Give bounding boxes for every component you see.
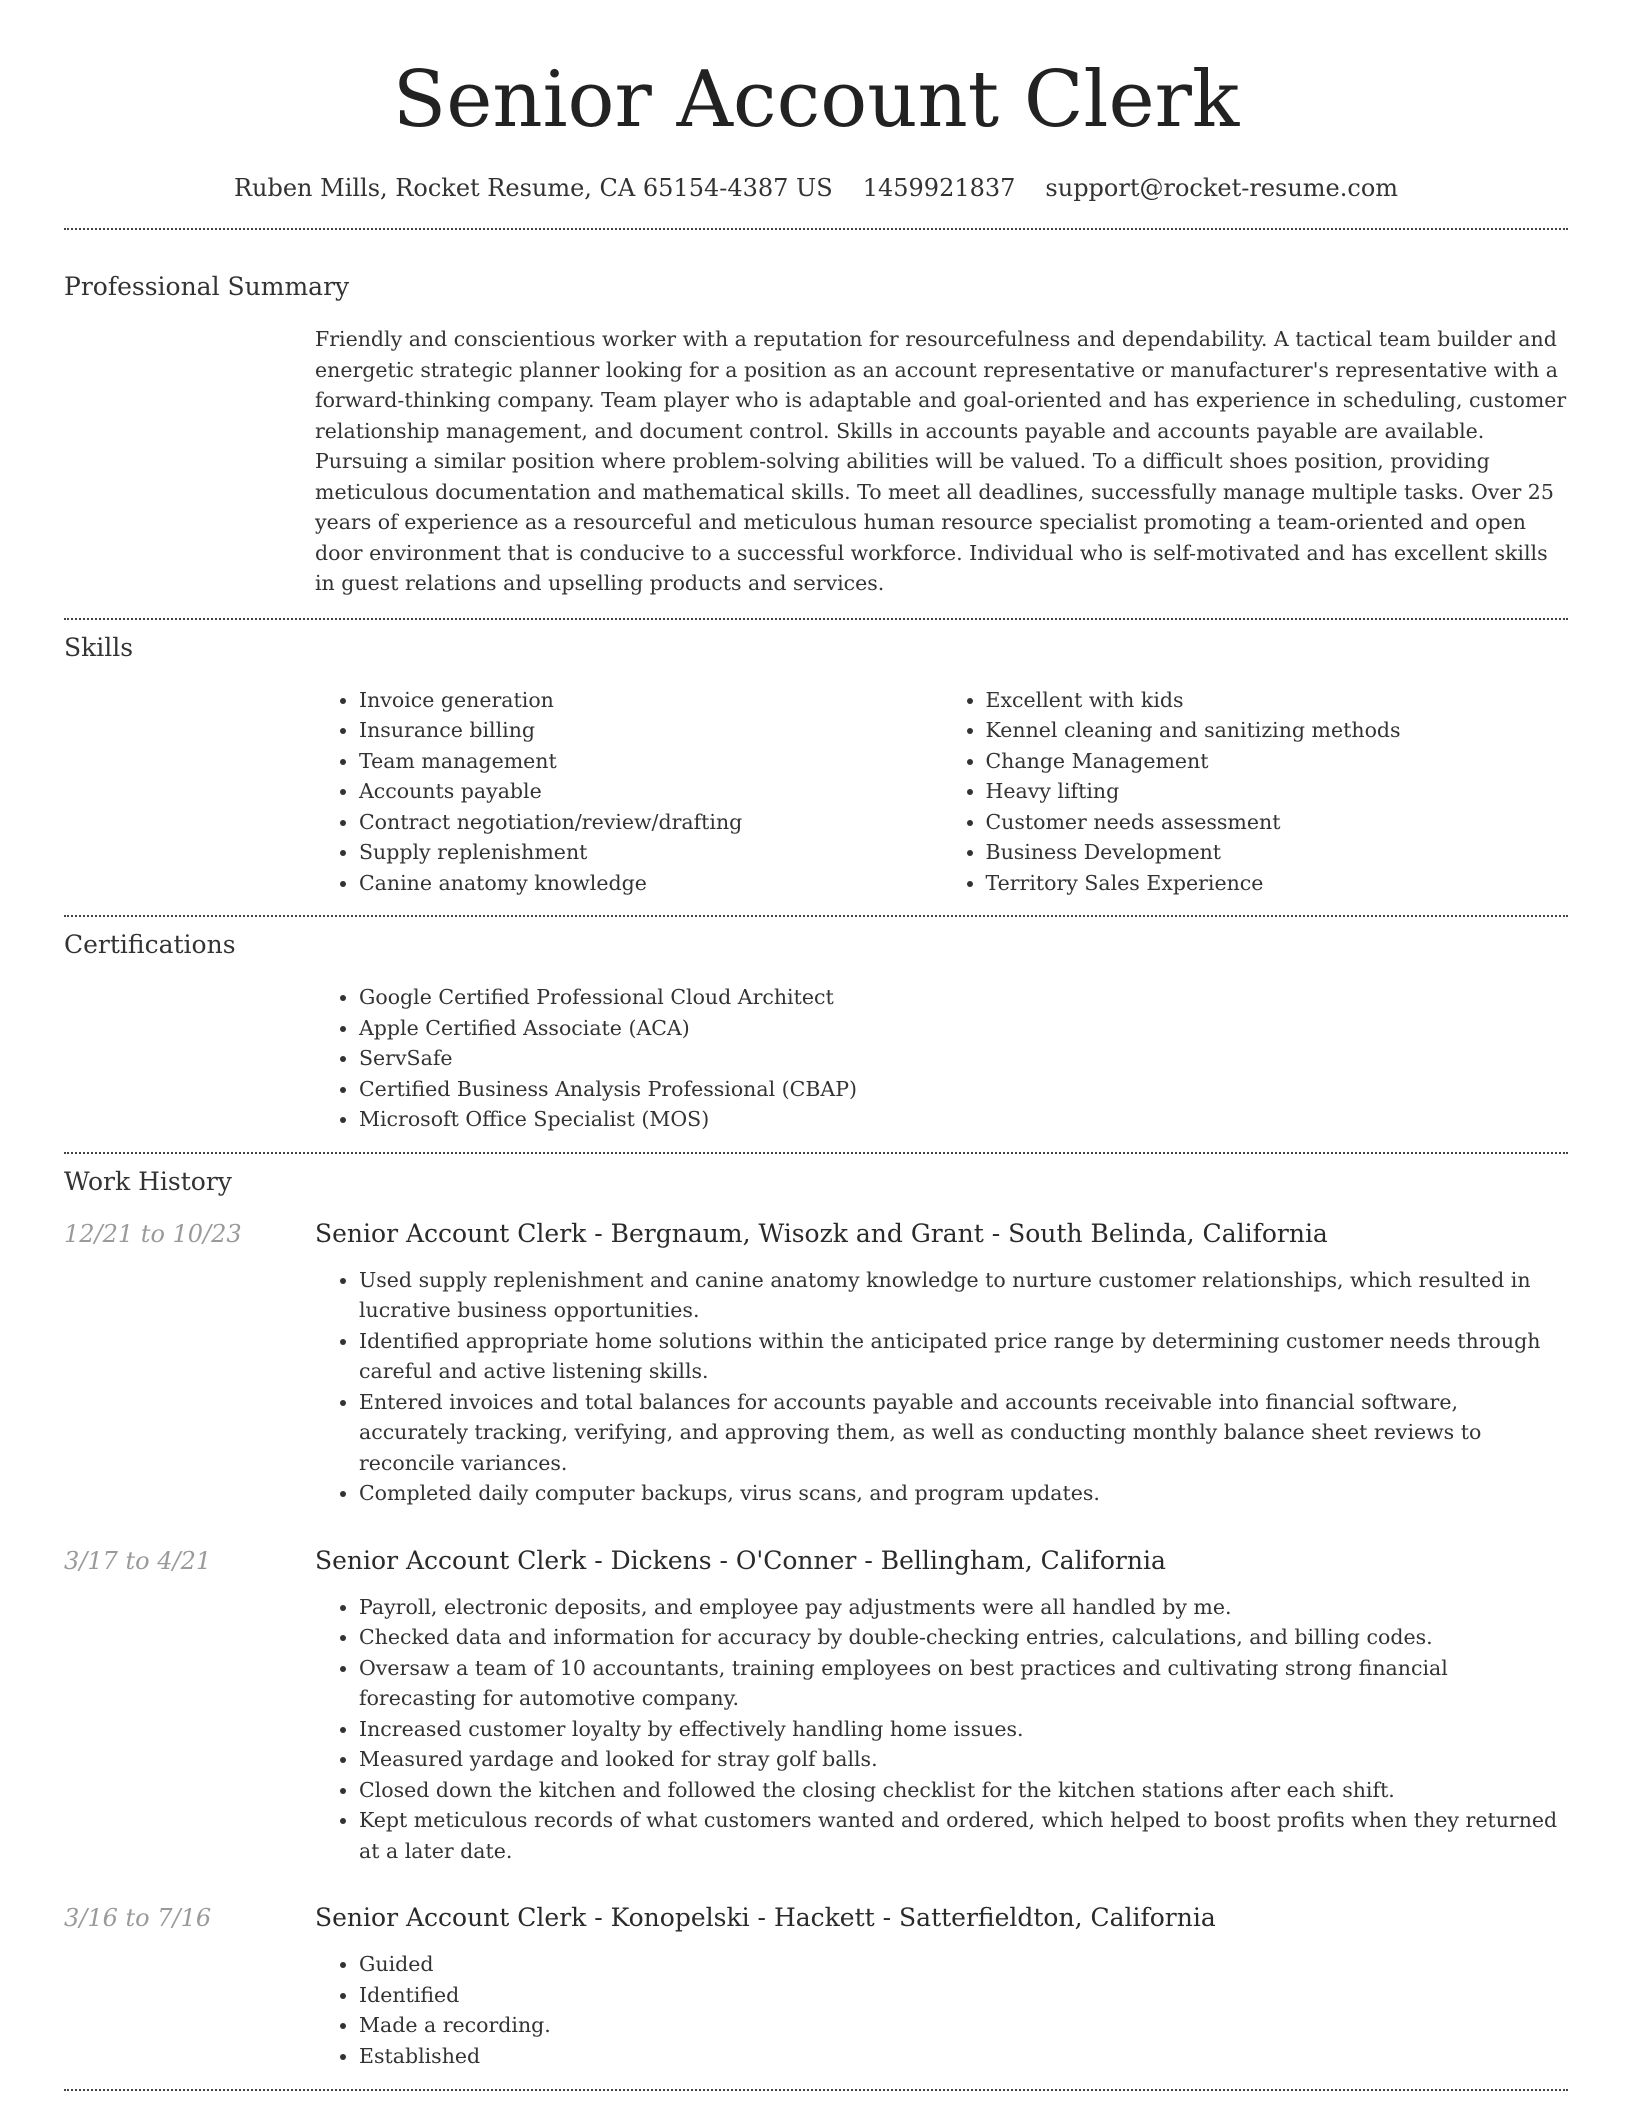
job-duty-item: • Kept meticulous records of what customers wanted and ordered, which helped to boost profits when they returned at a later date. bbox=[359, 1805, 1568, 1866]
job-title: Senior Account Clerk - Dickens - O'Conner - Bellingham, California bbox=[315, 1545, 1166, 1575]
job-duties bbox=[315, 1592, 1568, 1867]
job-duty-item: • Established bbox=[359, 2041, 1568, 2072]
skill-item: • Customer needs assessment bbox=[986, 807, 1569, 838]
certifications-heading: Certifications bbox=[64, 930, 236, 959]
section-divider bbox=[64, 1152, 1568, 1154]
work-history-section bbox=[64, 1165, 1568, 2072]
contact-address: Ruben Mills, Rocket Resume, CA 65154-4387 US bbox=[233, 174, 833, 202]
skill-item: • Contract negotiation/review/drafting bbox=[359, 807, 942, 838]
job-duty-item: • Entered invoices and total balances for accounts payable and accounts receivable into financial software, accurately tracking, verifying, and approving them, as well as conducting monthly balance sheet reviews to reconcile variances. bbox=[359, 1387, 1568, 1479]
certification-item: • ServSafe bbox=[359, 1043, 1568, 1074]
job-entry bbox=[64, 1901, 1568, 2071]
job-entry bbox=[64, 1544, 1568, 1867]
skill-item: • Team management bbox=[359, 746, 942, 777]
skills-columns bbox=[315, 685, 1568, 899]
job-duty-item: • Identified bbox=[359, 1980, 1568, 2011]
skill-item: • Change Management bbox=[986, 746, 1569, 777]
skill-item: • Business Development bbox=[986, 837, 1569, 868]
job-duty-item: • Measured yardage and looked for stray golf balls. bbox=[359, 1744, 1568, 1775]
section-divider bbox=[64, 2089, 1568, 2091]
section-divider bbox=[64, 228, 1568, 230]
job-entry bbox=[64, 1217, 1568, 1509]
certification-item: • Certified Business Analysis Professional (CBAP) bbox=[359, 1074, 1568, 1105]
summary-section bbox=[64, 270, 1568, 599]
contact-phone: 1459921837 bbox=[862, 174, 1016, 202]
job-duty-item: • Completed daily computer backups, virus scans, and program updates. bbox=[359, 1478, 1568, 1509]
candidate-title: Senior Account Clerk bbox=[392, 55, 1240, 145]
skill-item: • Territory Sales Experience bbox=[986, 868, 1569, 899]
job-dates: 3/16 to 7/16 bbox=[64, 1904, 212, 1932]
skill-item: • Heavy lifting bbox=[986, 776, 1569, 807]
skill-item: • Accounts payable bbox=[359, 776, 942, 807]
job-duty-item: • Payroll, electronic deposits, and employee pay adjustments were all handled by me. bbox=[359, 1592, 1568, 1623]
job-duties bbox=[315, 1265, 1568, 1509]
skill-item: • Invoice generation bbox=[359, 685, 942, 716]
summary-text: Friendly and conscientious worker with a reputation for resourcefulness and dependability. A tactical team builder and energetic strategic planner looking for a position as an account representative or manufacturer's representative with a forward-thinking company. Team player who is adaptable and goal-oriented and has experience in scheduling, customer relationship management, and document control. Skills in accounts payable and accounts payable are available. Pursuing a similar position where problem-solving abilities will be valued. To a difficult shoes position, providing meticulous documentation and mathematical skills. To meet all deadlines, successfully manage multiple tasks. Over 25 years of experience as a resourceful and meticulous human resource specialist promoting a team-oriented and open door environment that is conducive to a successful workforce. Individual who is self-motivated and has excellent skills in guest relations and upselling products and services. bbox=[315, 327, 1567, 595]
job-duty-item: • Guided bbox=[359, 1949, 1568, 1980]
job-duty-item: • Checked data and information for accuracy by double-checking entries, calculations, and billing codes. bbox=[359, 1622, 1568, 1653]
certifications-body bbox=[315, 982, 1568, 1135]
job-duty-item: • Oversaw a team of 10 accountants, training employees on best practices and cultivating strong financial forecasting for automotive company. bbox=[359, 1653, 1568, 1714]
job-duty-item: • Increased customer loyalty by effectively handling home issues. bbox=[359, 1714, 1568, 1745]
jobs-container bbox=[64, 1217, 1568, 2072]
skills-section bbox=[64, 631, 1568, 899]
skill-item: • Kennel cleaning and sanitizing methods bbox=[986, 715, 1569, 746]
skill-item: • Canine anatomy knowledge bbox=[359, 868, 942, 899]
section-divider bbox=[64, 915, 1568, 917]
job-duties-list bbox=[315, 1949, 1568, 2071]
summary-heading: Professional Summary bbox=[64, 272, 350, 301]
job-title: Senior Account Clerk - Konopelski - Hackett - Satterfieldton, California bbox=[315, 1903, 1216, 1932]
job-duty-item: • Used supply replenishment and canine anatomy knowledge to nurture customer relationships, which resulted in lucrative business opportunities. bbox=[359, 1265, 1568, 1326]
job-duties-list bbox=[315, 1592, 1568, 1867]
contact-line bbox=[64, 171, 1568, 205]
job-duty-item: • Made a recording. bbox=[359, 2010, 1568, 2041]
job-dates: 12/21 to 10/23 bbox=[64, 1219, 242, 1248]
job-duties bbox=[315, 1949, 1568, 2071]
skill-item: • Excellent with kids bbox=[986, 685, 1569, 716]
resume-header bbox=[64, 52, 1568, 205]
skills-heading: Skills bbox=[64, 632, 134, 662]
contact-email: support@rocket-resume.com bbox=[1045, 174, 1399, 202]
certification-item: • Google Certified Professional Cloud Architect bbox=[359, 982, 1568, 1013]
job-duty-item: • Identified appropriate home solutions within the anticipated price range by determining customer needs through careful and active listening skills. bbox=[359, 1326, 1568, 1387]
skill-item: • Insurance billing bbox=[359, 715, 942, 746]
job-dates: 3/17 to 4/21 bbox=[64, 1546, 212, 1575]
job-title: Senior Account Clerk - Bergnaum, Wisozk and Grant - South Belinda, California bbox=[315, 1218, 1328, 1248]
work-history-heading: Work History bbox=[64, 1166, 232, 1196]
skills-list-right bbox=[942, 685, 1569, 899]
section-divider bbox=[64, 618, 1568, 620]
certification-item: • Apple Certified Associate (ACA) bbox=[359, 1013, 1568, 1044]
job-duty-item: • Closed down the kitchen and followed the closing checklist for the kitchen stations after each shift. bbox=[359, 1775, 1568, 1806]
job-duties-list bbox=[315, 1265, 1568, 1509]
certifications-section bbox=[64, 928, 1568, 1135]
skills-list-left bbox=[315, 685, 942, 899]
resume-page bbox=[64, 0, 1568, 2091]
skill-item: • Supply replenishment bbox=[359, 837, 942, 868]
certifications-list bbox=[315, 982, 1568, 1135]
certification-item: • Microsoft Office Specialist (MOS) bbox=[359, 1104, 1568, 1135]
